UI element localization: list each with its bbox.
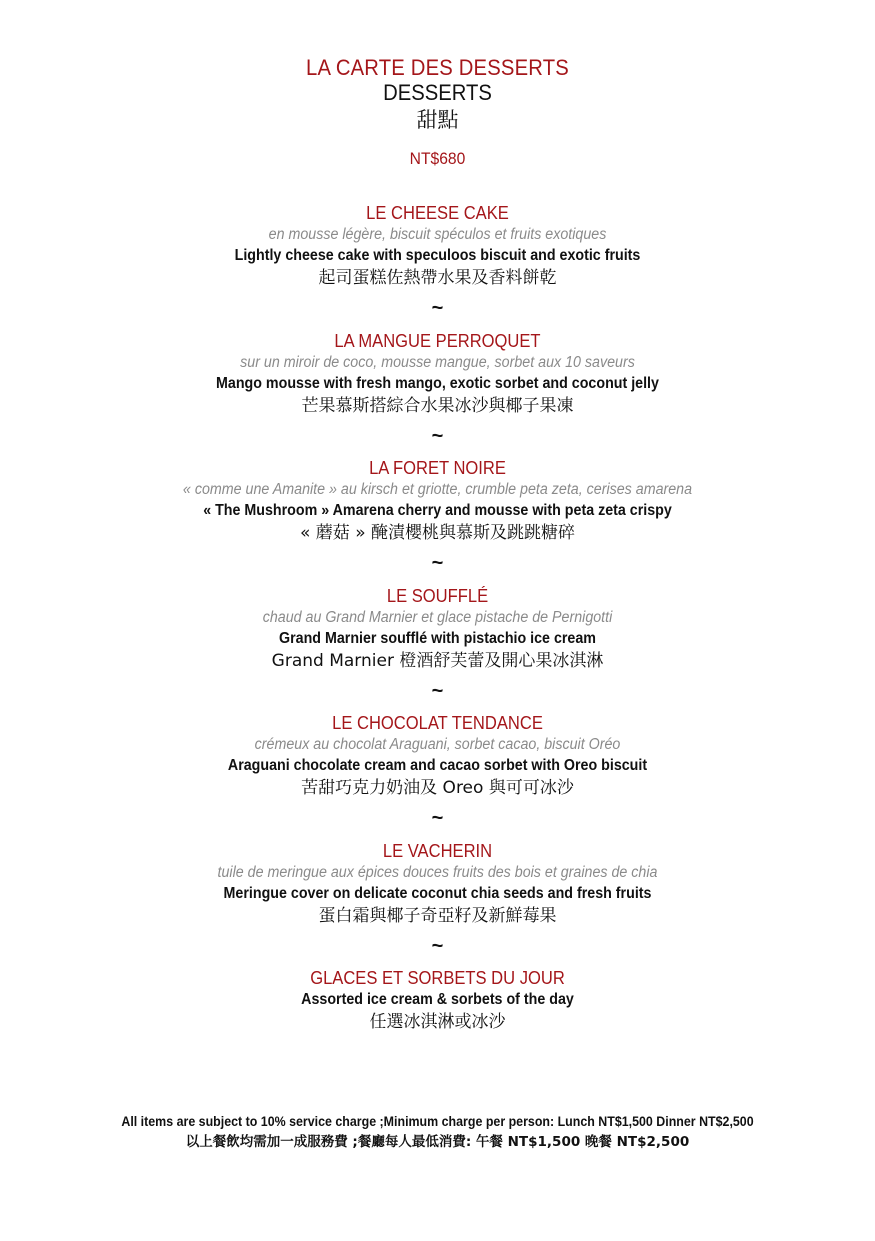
menu-title-english: DESSERTS (383, 80, 492, 105)
course-foret-noire (0, 457, 875, 585)
course-chocolat-tendance (0, 712, 875, 840)
dessert-list (0, 202, 875, 1095)
course-description-chinese: 芒果慕斯搭綜合水果冰沙與椰子果凍 (301, 395, 574, 416)
course-souffle (0, 585, 875, 713)
course-separator: ~ (431, 552, 444, 574)
course-name: LA MANGUE PERROQUET (334, 330, 541, 351)
course-description-chinese: 任選冰淇淋或冰沙 (369, 1012, 506, 1032)
course-separator: ~ (431, 297, 444, 319)
course-name: LE CHEESE CAKE (366, 203, 509, 223)
course-description-english: Lightly cheese cake with speculoos biscuit and exotic fruits (234, 247, 641, 264)
course-description-english: Meringue cover on delicate coconut chia seeds and fresh fruits (223, 884, 652, 902)
menu-title-chinese: 甜點 (416, 108, 459, 132)
course-description-french: chaud au Grand Marnier et glace pistache de Pernigotti (262, 608, 613, 626)
course-separator: ~ (431, 679, 444, 702)
course-cheese-cake (0, 202, 875, 330)
menu-price: NT$680 (409, 149, 466, 168)
course-description-french: « comme une Amanite » au kirsch et griotte, crumble peta zeta, cerises amarena (182, 481, 693, 498)
menu-title-french: LA CARTE DES DESSERTS (306, 55, 569, 80)
course-description-english: Grand Marnier soufflé with pistachio ice cream (279, 629, 596, 647)
course-description-chinese: Grand Marnier 橙酒舒芙蕾及開心果冰淇淋 (271, 650, 604, 671)
course-description-french: crémeux au chocolat Araguani, sorbet cacao, biscuit Oréo (254, 736, 621, 753)
course-description-french: en mousse légère, biscuit spéculos et fruits exotiques (268, 226, 607, 243)
course-description-english: Araguani chocolate cream and cacao sorbet with Oreo biscuit (227, 757, 648, 774)
footer-note-english: All items are subject to 10% service charge ;Minimum charge per person: Lunch NT$1,500 Dinner NT$2,500 (121, 1114, 754, 1129)
course-name: GLACES ET SORBETS DU JOUR (310, 968, 565, 988)
course-name: LE VACHERIN (382, 840, 493, 861)
course-description-chinese: 蛋白霜與椰子奇亞籽及新鮮莓果 (318, 905, 557, 926)
course-mangue-perroquet (0, 330, 875, 458)
course-description-french: sur un miroir de coco, mousse mangue, sorbet aux 10 saveurs (240, 353, 635, 371)
course-description-french: tuile de meringue aux épices douces fruits des bois et graines de chia (217, 863, 658, 881)
course-description-english: Mango mousse with fresh mango, exotic sorbet and coconut jelly (216, 374, 659, 392)
course-description-chinese: « 蘑菇 » 醃漬櫻桃與慕斯及跳跳糖碎 (299, 523, 575, 543)
course-name: LE SOUFFLÉ (386, 585, 489, 606)
course-vacherin (0, 840, 875, 968)
course-separator: ~ (431, 424, 444, 447)
course-description-chinese: 起司蛋糕佐熱帶水果及香料餅乾 (318, 268, 557, 288)
course-glaces-sorbets (0, 967, 875, 1095)
service-charge-note (0, 1112, 875, 1152)
course-description-english: Assorted ice cream & sorbets of the day (301, 991, 574, 1008)
course-name: LE CHOCOLAT TENDANCE (332, 713, 543, 733)
course-separator: ~ (431, 807, 444, 829)
course-description-english: « The Mushroom » Amarena cherry and mousse with peta zeta crispy (203, 502, 672, 519)
course-separator: ~ (431, 934, 444, 957)
course-name: LA FORET NOIRE (369, 458, 506, 478)
footer-note-chinese: 以上餐飲均需加一成服務費 ;餐廳每人最低消費: 午餐 NT$1,500 晚餐 NT$2,500 (185, 1134, 690, 1150)
course-description-chinese: 苦甜巧克力奶油及 Oreo 與可可冰沙 (301, 778, 574, 798)
menu-header (0, 55, 875, 169)
